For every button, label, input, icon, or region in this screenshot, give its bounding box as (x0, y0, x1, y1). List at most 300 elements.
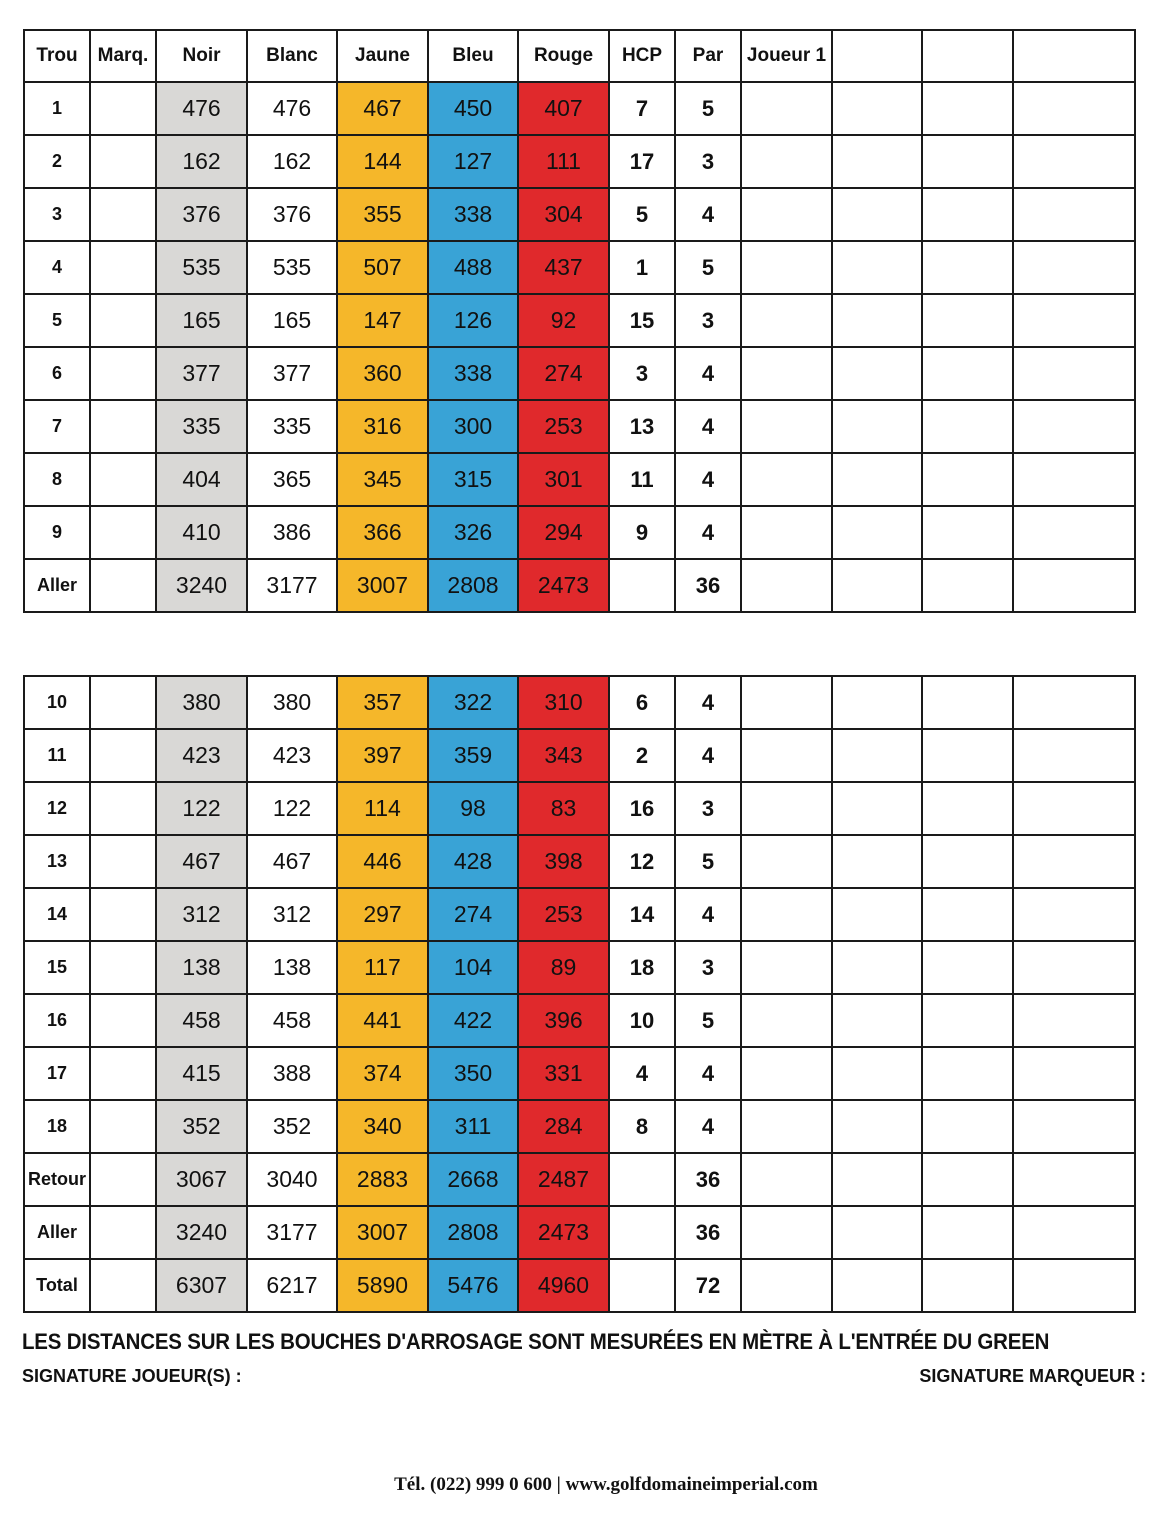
score-cell[interactable] (922, 1206, 1013, 1259)
score-cell[interactable] (922, 188, 1013, 241)
distance-noir: 467 (156, 835, 247, 888)
score-cell[interactable] (922, 82, 1013, 135)
score-cell[interactable] (922, 888, 1013, 941)
hole-par: 5 (675, 241, 741, 294)
score-cell[interactable] (1013, 782, 1135, 835)
hole-handicap: 12 (609, 835, 675, 888)
distance-blanc: 312 (247, 888, 337, 941)
distance-noir: 138 (156, 941, 247, 994)
hole-handicap (609, 1206, 675, 1259)
distance-noir: 404 (156, 453, 247, 506)
distance-noir: 3067 (156, 1153, 247, 1206)
hole-handicap: 5 (609, 188, 675, 241)
header-blank (1013, 30, 1135, 82)
distance-bleu: 300 (428, 400, 518, 453)
score-cell[interactable] (1013, 1100, 1135, 1153)
score-cell[interactable] (922, 994, 1013, 1047)
marker-score-cell[interactable] (90, 559, 156, 612)
distance-noir: 376 (156, 188, 247, 241)
score-cell[interactable] (1013, 347, 1135, 400)
player-1-score-cell[interactable] (741, 835, 832, 888)
header-blanc: Blanc (247, 30, 337, 82)
distance-noir: 423 (156, 729, 247, 782)
distance-bleu: 428 (428, 835, 518, 888)
distance-blanc: 122 (247, 782, 337, 835)
score-cell[interactable] (832, 1100, 922, 1153)
hole-number: 5 (24, 294, 90, 347)
player-1-score-cell[interactable] (741, 1100, 832, 1153)
hole-number: 18 (24, 1100, 90, 1153)
marker-score-cell[interactable] (90, 835, 156, 888)
player-1-score-cell[interactable] (741, 506, 832, 559)
hole-handicap: 7 (609, 82, 675, 135)
hole-par: 5 (675, 82, 741, 135)
hole-handicap: 15 (609, 294, 675, 347)
hole-par: 4 (675, 506, 741, 559)
hole-par: 3 (675, 294, 741, 347)
marker-score-cell[interactable] (90, 941, 156, 994)
hole-number: Aller (24, 1206, 90, 1259)
marker-score-cell[interactable] (90, 1259, 156, 1312)
hole-row (24, 1100, 1135, 1153)
player-1-score-cell[interactable] (741, 729, 832, 782)
distance-bleu: 126 (428, 294, 518, 347)
distance-notice: LES DISTANCES SUR LES BOUCHES D'ARROSAGE SONT MESURÉES EN MÈTRE À L'ENTRÉE DU GREEN (22, 1329, 1050, 1354)
distance-jaune: 297 (337, 888, 428, 941)
distance-rouge: 284 (518, 1100, 609, 1153)
hole-row (24, 347, 1135, 400)
player-1-score-cell[interactable] (741, 347, 832, 400)
hole-par: 4 (675, 729, 741, 782)
distance-blanc: 3177 (247, 559, 337, 612)
distance-blanc: 352 (247, 1100, 337, 1153)
distance-noir: 3240 (156, 559, 247, 612)
score-cell[interactable] (832, 782, 922, 835)
signature-players-label: SIGNATURE JOUEUR(S) : (22, 1366, 242, 1386)
score-cell[interactable] (832, 888, 922, 941)
hole-row (24, 888, 1135, 941)
marker-score-cell[interactable] (90, 400, 156, 453)
score-cell[interactable] (832, 241, 922, 294)
header-par: Par (675, 30, 741, 82)
marker-score-cell[interactable] (90, 347, 156, 400)
distance-rouge: 83 (518, 782, 609, 835)
distance-bleu: 2808 (428, 559, 518, 612)
score-cell[interactable] (1013, 676, 1135, 729)
contact-footer: Tél. (022) 999 0 600 | www.golfdomaineimperial.com (394, 1474, 818, 1495)
distance-bleu: 322 (428, 676, 518, 729)
distance-jaune: 366 (337, 506, 428, 559)
score-cell[interactable] (1013, 1153, 1135, 1206)
distance-bleu: 98 (428, 782, 518, 835)
marker-score-cell[interactable] (90, 1047, 156, 1100)
hole-handicap: 17 (609, 135, 675, 188)
score-cell[interactable] (922, 1153, 1013, 1206)
header-rouge: Rouge (518, 30, 609, 82)
hole-handicap: 4 (609, 1047, 675, 1100)
hole-par: 4 (675, 453, 741, 506)
player-1-score-cell[interactable] (741, 400, 832, 453)
score-cell[interactable] (1013, 453, 1135, 506)
distance-noir: 458 (156, 994, 247, 1047)
distance-blanc: 165 (247, 294, 337, 347)
score-cell[interactable] (832, 1047, 922, 1100)
distance-rouge: 2487 (518, 1153, 609, 1206)
header-joueur-1: Joueur 1 (741, 30, 832, 82)
score-cell[interactable] (832, 676, 922, 729)
hole-row (24, 400, 1135, 453)
hole-par: 36 (675, 1206, 741, 1259)
score-cell[interactable] (1013, 994, 1135, 1047)
distance-noir: 410 (156, 506, 247, 559)
marker-score-cell[interactable] (90, 676, 156, 729)
distance-noir: 122 (156, 782, 247, 835)
score-cell[interactable] (1013, 835, 1135, 888)
marker-score-cell[interactable] (90, 1153, 156, 1206)
player-1-score-cell[interactable] (741, 559, 832, 612)
hole-handicap: 2 (609, 729, 675, 782)
distance-jaune: 397 (337, 729, 428, 782)
hole-par: 4 (675, 400, 741, 453)
player-1-score-cell[interactable] (741, 888, 832, 941)
score-cell[interactable] (832, 294, 922, 347)
distance-jaune: 117 (337, 941, 428, 994)
distance-jaune: 147 (337, 294, 428, 347)
player-1-score-cell[interactable] (741, 82, 832, 135)
hole-handicap (609, 1259, 675, 1312)
distance-blanc: 6217 (247, 1259, 337, 1312)
distance-bleu: 422 (428, 994, 518, 1047)
distance-blanc: 467 (247, 835, 337, 888)
distance-blanc: 388 (247, 1047, 337, 1100)
scorecard-back-nine (23, 675, 1136, 1313)
distance-noir: 380 (156, 676, 247, 729)
hole-row (24, 782, 1135, 835)
hole-number: 2 (24, 135, 90, 188)
score-cell[interactable] (922, 241, 1013, 294)
distance-rouge: 398 (518, 835, 609, 888)
marker-score-cell[interactable] (90, 294, 156, 347)
score-cell[interactable] (1013, 1259, 1135, 1312)
score-cell[interactable] (1013, 729, 1135, 782)
hole-number: Aller (24, 559, 90, 612)
player-1-score-cell[interactable] (741, 994, 832, 1047)
distance-blanc: 162 (247, 135, 337, 188)
distance-rouge: 407 (518, 82, 609, 135)
score-cell[interactable] (922, 559, 1013, 612)
hole-handicap: 9 (609, 506, 675, 559)
hole-par: 4 (675, 1100, 741, 1153)
player-1-score-cell[interactable] (741, 135, 832, 188)
distance-jaune: 3007 (337, 559, 428, 612)
distance-blanc: 458 (247, 994, 337, 1047)
distance-rouge: 396 (518, 994, 609, 1047)
hole-number: 3 (24, 188, 90, 241)
hole-number: 13 (24, 835, 90, 888)
player-1-score-cell[interactable] (741, 1153, 832, 1206)
distance-rouge: 111 (518, 135, 609, 188)
hole-row (24, 835, 1135, 888)
distance-blanc: 377 (247, 347, 337, 400)
marker-score-cell[interactable] (90, 188, 156, 241)
marker-score-cell[interactable] (90, 82, 156, 135)
score-cell[interactable] (832, 1206, 922, 1259)
hole-handicap: 6 (609, 676, 675, 729)
distance-rouge: 301 (518, 453, 609, 506)
score-cell[interactable] (922, 453, 1013, 506)
distance-jaune: 144 (337, 135, 428, 188)
hole-handicap: 11 (609, 453, 675, 506)
distance-jaune: 316 (337, 400, 428, 453)
score-cell[interactable] (832, 559, 922, 612)
score-cell[interactable] (832, 941, 922, 994)
score-cell[interactable] (1013, 82, 1135, 135)
distance-blanc: 423 (247, 729, 337, 782)
distance-rouge: 274 (518, 347, 609, 400)
score-cell[interactable] (1013, 1206, 1135, 1259)
score-cell[interactable] (922, 835, 1013, 888)
score-cell[interactable] (922, 1100, 1013, 1153)
hole-par: 72 (675, 1259, 741, 1312)
distance-noir: 165 (156, 294, 247, 347)
hole-row (24, 941, 1135, 994)
distance-bleu: 2668 (428, 1153, 518, 1206)
hole-row (24, 1206, 1135, 1259)
distance-bleu: 2808 (428, 1206, 518, 1259)
score-cell[interactable] (832, 729, 922, 782)
hole-row (24, 1259, 1135, 1312)
distance-noir: 335 (156, 400, 247, 453)
header-marq: Marq. (90, 30, 156, 82)
player-1-score-cell[interactable] (741, 294, 832, 347)
hole-par: 4 (675, 347, 741, 400)
hole-number: Total (24, 1259, 90, 1312)
marker-score-cell[interactable] (90, 1100, 156, 1153)
distance-blanc: 376 (247, 188, 337, 241)
distance-blanc: 3040 (247, 1153, 337, 1206)
distance-rouge: 92 (518, 294, 609, 347)
hole-number: 1 (24, 82, 90, 135)
score-cell[interactable] (922, 506, 1013, 559)
distance-jaune: 3007 (337, 1206, 428, 1259)
header-row (24, 30, 1135, 82)
hole-number: 9 (24, 506, 90, 559)
distance-blanc: 138 (247, 941, 337, 994)
hole-row (24, 506, 1135, 559)
score-cell[interactable] (1013, 241, 1135, 294)
hole-par: 3 (675, 782, 741, 835)
score-cell[interactable] (922, 135, 1013, 188)
distance-jaune: 374 (337, 1047, 428, 1100)
distance-noir: 352 (156, 1100, 247, 1153)
hole-row (24, 82, 1135, 135)
hole-par: 4 (675, 188, 741, 241)
marker-score-cell[interactable] (90, 241, 156, 294)
distance-noir: 162 (156, 135, 247, 188)
score-cell[interactable] (1013, 941, 1135, 994)
score-cell[interactable] (922, 1047, 1013, 1100)
distance-bleu: 338 (428, 188, 518, 241)
score-cell[interactable] (922, 782, 1013, 835)
hole-handicap: 13 (609, 400, 675, 453)
marker-score-cell[interactable] (90, 782, 156, 835)
distance-rouge: 253 (518, 400, 609, 453)
distance-rouge: 437 (518, 241, 609, 294)
distance-rouge: 2473 (518, 559, 609, 612)
distance-blanc: 386 (247, 506, 337, 559)
score-cell[interactable] (1013, 400, 1135, 453)
distance-jaune: 2883 (337, 1153, 428, 1206)
distance-bleu: 359 (428, 729, 518, 782)
score-cell[interactable] (1013, 1047, 1135, 1100)
hole-row (24, 241, 1135, 294)
player-1-score-cell[interactable] (741, 941, 832, 994)
hole-handicap: 3 (609, 347, 675, 400)
hole-row (24, 188, 1135, 241)
score-cell[interactable] (832, 1259, 922, 1312)
distance-noir: 535 (156, 241, 247, 294)
score-cell[interactable] (832, 453, 922, 506)
hole-row (24, 676, 1135, 729)
distance-noir: 3240 (156, 1206, 247, 1259)
scorecard-front-nine (23, 29, 1136, 613)
distance-jaune: 446 (337, 835, 428, 888)
distance-rouge: 310 (518, 676, 609, 729)
distance-rouge: 253 (518, 888, 609, 941)
score-cell[interactable] (832, 1153, 922, 1206)
score-cell[interactable] (832, 347, 922, 400)
score-cell[interactable] (1013, 135, 1135, 188)
hole-number: 14 (24, 888, 90, 941)
distance-bleu: 450 (428, 82, 518, 135)
hole-row (24, 294, 1135, 347)
distance-rouge: 294 (518, 506, 609, 559)
score-cell[interactable] (1013, 188, 1135, 241)
player-1-score-cell[interactable] (741, 241, 832, 294)
hole-handicap (609, 559, 675, 612)
distance-jaune: 114 (337, 782, 428, 835)
header-noir: Noir (156, 30, 247, 82)
marker-score-cell[interactable] (90, 994, 156, 1047)
score-cell[interactable] (922, 400, 1013, 453)
distance-bleu: 326 (428, 506, 518, 559)
score-cell[interactable] (832, 506, 922, 559)
distance-rouge: 304 (518, 188, 609, 241)
distance-blanc: 535 (247, 241, 337, 294)
player-1-score-cell[interactable] (741, 453, 832, 506)
hole-row (24, 559, 1135, 612)
hole-number: 6 (24, 347, 90, 400)
distance-blanc: 365 (247, 453, 337, 506)
score-cell[interactable] (832, 994, 922, 1047)
header-jaune: Jaune (337, 30, 428, 82)
marker-score-cell[interactable] (90, 729, 156, 782)
distance-jaune: 360 (337, 347, 428, 400)
hole-par: 36 (675, 559, 741, 612)
hole-par: 4 (675, 676, 741, 729)
score-cell[interactable] (1013, 888, 1135, 941)
hole-number: 12 (24, 782, 90, 835)
hole-number: 11 (24, 729, 90, 782)
hole-par: 36 (675, 1153, 741, 1206)
hole-row (24, 994, 1135, 1047)
score-cell[interactable] (922, 294, 1013, 347)
hole-number: 15 (24, 941, 90, 994)
distance-bleu: 104 (428, 941, 518, 994)
hole-number: Retour (24, 1153, 90, 1206)
score-cell[interactable] (922, 676, 1013, 729)
score-cell[interactable] (1013, 294, 1135, 347)
score-cell[interactable] (922, 729, 1013, 782)
player-1-score-cell[interactable] (741, 676, 832, 729)
distance-jaune: 345 (337, 453, 428, 506)
distance-noir: 476 (156, 82, 247, 135)
distance-jaune: 441 (337, 994, 428, 1047)
player-1-score-cell[interactable] (741, 1259, 832, 1312)
score-cell[interactable] (832, 400, 922, 453)
score-cell[interactable] (922, 941, 1013, 994)
marker-score-cell[interactable] (90, 506, 156, 559)
distance-jaune: 355 (337, 188, 428, 241)
player-1-score-cell[interactable] (741, 782, 832, 835)
distance-bleu: 338 (428, 347, 518, 400)
hole-row (24, 729, 1135, 782)
distance-bleu: 5476 (428, 1259, 518, 1312)
hole-handicap: 1 (609, 241, 675, 294)
header-hcp: HCP (609, 30, 675, 82)
marker-score-cell[interactable] (90, 135, 156, 188)
hole-handicap: 16 (609, 782, 675, 835)
hole-handicap: 8 (609, 1100, 675, 1153)
distance-bleu: 315 (428, 453, 518, 506)
score-cell[interactable] (832, 82, 922, 135)
player-1-score-cell[interactable] (741, 1047, 832, 1100)
distance-bleu: 311 (428, 1100, 518, 1153)
distance-bleu: 350 (428, 1047, 518, 1100)
score-cell[interactable] (1013, 559, 1135, 612)
hole-par: 5 (675, 835, 741, 888)
distance-jaune: 467 (337, 82, 428, 135)
player-1-score-cell[interactable] (741, 1206, 832, 1259)
header-blank (832, 30, 922, 82)
player-1-score-cell[interactable] (741, 188, 832, 241)
hole-number: 16 (24, 994, 90, 1047)
score-cell[interactable] (922, 1259, 1013, 1312)
hole-handicap (609, 1153, 675, 1206)
distance-rouge: 343 (518, 729, 609, 782)
header-bleu: Bleu (428, 30, 518, 82)
score-cell[interactable] (832, 835, 922, 888)
marker-score-cell[interactable] (90, 453, 156, 506)
hole-row (24, 1047, 1135, 1100)
score-cell[interactable] (1013, 506, 1135, 559)
distance-rouge: 2473 (518, 1206, 609, 1259)
distance-noir: 415 (156, 1047, 247, 1100)
header-trou: Trou (24, 30, 90, 82)
distance-bleu: 274 (428, 888, 518, 941)
marker-score-cell[interactable] (90, 1206, 156, 1259)
distance-bleu: 127 (428, 135, 518, 188)
distance-rouge: 4960 (518, 1259, 609, 1312)
hole-par: 4 (675, 888, 741, 941)
score-cell[interactable] (832, 135, 922, 188)
distance-blanc: 476 (247, 82, 337, 135)
hole-par: 5 (675, 994, 741, 1047)
marker-score-cell[interactable] (90, 888, 156, 941)
score-cell[interactable] (922, 347, 1013, 400)
hole-number: 10 (24, 676, 90, 729)
score-cell[interactable] (832, 188, 922, 241)
